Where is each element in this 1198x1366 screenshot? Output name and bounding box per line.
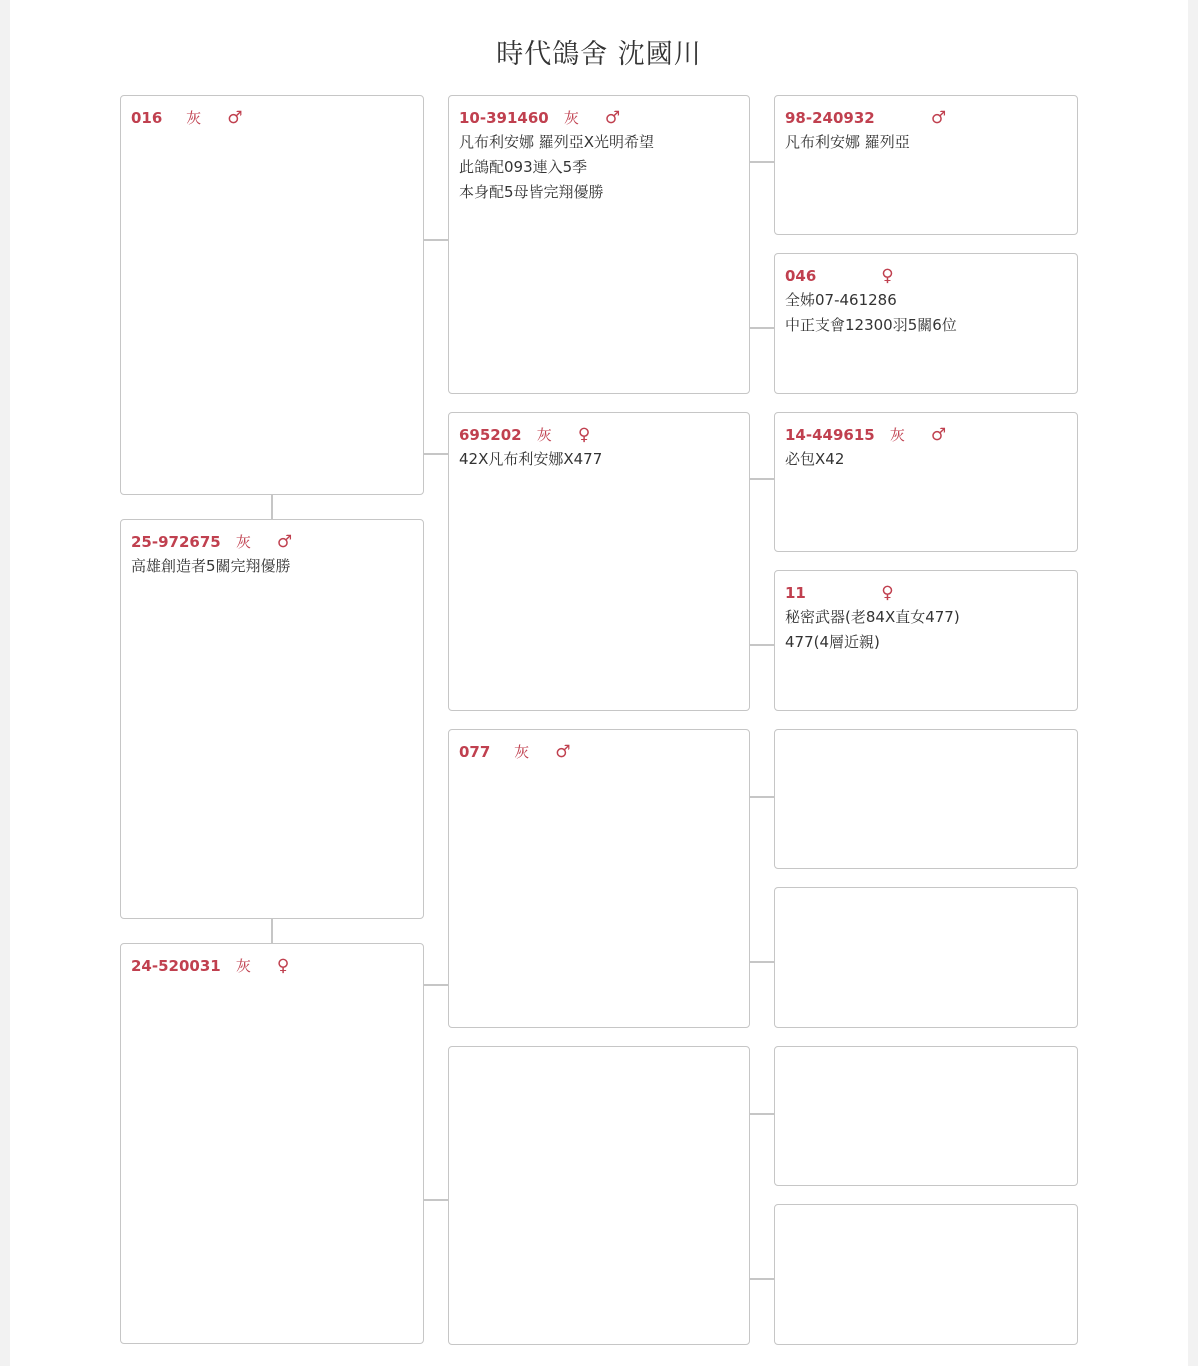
ring-number: 14-449615: [785, 426, 875, 444]
connector-line: [749, 478, 775, 480]
pigeon-note: 凡布利安娜 羅列亞: [785, 133, 910, 151]
pigeon-card-sdd[interactable]: [774, 570, 1078, 711]
ring-number: 11: [785, 584, 806, 602]
ring-number: 98-240932: [785, 109, 875, 127]
plumage-color: 灰: [235, 533, 251, 551]
pigeon-note: 必包X42: [785, 450, 845, 468]
connector-line: [423, 1199, 448, 1201]
connector-line: [749, 327, 775, 329]
sex-symbol: ♂: [930, 425, 947, 445]
card-header: [131, 106, 413, 130]
ring-number: 25-972675: [131, 533, 221, 551]
plumage-color: 灰: [235, 957, 251, 975]
pigeon-card-dam[interactable]: [120, 943, 424, 1344]
card-header: [785, 581, 1067, 605]
connector-line: [423, 453, 448, 455]
pigeon-card-sss[interactable]: [774, 95, 1078, 235]
connector-line: [749, 644, 775, 646]
card-header: [785, 423, 1067, 447]
card-header: [131, 530, 413, 554]
ring-number: 016: [131, 109, 163, 127]
connector-line: [749, 961, 775, 963]
sex-symbol: ♂: [555, 742, 571, 762]
card-header: [459, 106, 739, 130]
pigeon-card-ddd[interactable]: [774, 1204, 1078, 1345]
sex-symbol: ♂: [604, 108, 621, 128]
pigeon-card-dam-dam[interactable]: [448, 1046, 750, 1345]
connector-line: [423, 984, 448, 986]
plumage-color: 灰: [514, 743, 530, 761]
card-header: [459, 423, 739, 447]
pigeon-note: 秘密武器(老84X直女477): [785, 608, 960, 626]
pigeon-note: 中正支會12300羽5關6位: [785, 316, 957, 334]
pigeon-card-dam-sire[interactable]: [448, 729, 750, 1028]
pigeon-card-dsd[interactable]: [774, 887, 1078, 1028]
sex-symbol: ♂: [276, 532, 293, 552]
card-header: [785, 106, 1067, 130]
connector-line: [749, 1278, 775, 1280]
pigeon-card-sire-sire[interactable]: [448, 95, 750, 394]
pigeon-card-sds[interactable]: [774, 412, 1078, 552]
card-header: [131, 954, 413, 978]
connector-line: [271, 494, 273, 520]
page-title: 時代鴿舍 沈國川: [496, 39, 702, 70]
pigeon-note: 凡布利安娜 羅列亞X光明希望: [459, 133, 655, 151]
pigeon-note: 全姊07-461286: [785, 291, 897, 309]
ring-number: 046: [785, 267, 817, 285]
pigeon-note: 477(4層近親): [785, 633, 880, 651]
connector-line: [271, 918, 273, 944]
sex-symbol: ♀: [881, 583, 894, 603]
pigeon-card-sire-dam[interactable]: [448, 412, 750, 711]
connector-line: [749, 1113, 775, 1115]
plumage-color: 灰: [186, 109, 202, 127]
pigeon-card-dds[interactable]: [774, 1046, 1078, 1186]
plumage-color: 灰: [889, 426, 905, 444]
card-header: [459, 740, 739, 764]
pigeon-card-subject[interactable]: [120, 95, 424, 495]
sex-symbol: ♀: [276, 956, 290, 976]
pigeon-card-dss[interactable]: [774, 729, 1078, 869]
connector-line: [749, 796, 775, 798]
sex-symbol: ♂: [930, 108, 947, 128]
ring-number: 695202: [459, 426, 522, 444]
sex-symbol: ♂: [227, 108, 243, 128]
sex-symbol: ♀: [881, 266, 894, 286]
card-header: [785, 264, 1067, 288]
plumage-color: 灰: [563, 109, 579, 127]
ring-number: 10-391460: [459, 109, 549, 127]
connector-line: [423, 239, 448, 241]
connector-line: [749, 161, 775, 163]
ring-number: 24-520031: [131, 957, 221, 975]
pigeon-card-sire[interactable]: [120, 519, 424, 919]
pigeon-note: 高雄創造者5關完翔優勝: [131, 557, 291, 575]
sex-symbol: ♀: [577, 425, 591, 445]
plumage-color: 灰: [536, 426, 552, 444]
pigeon-note: 此鴿配093連入5季: [459, 158, 588, 176]
pigeon-card-ssd[interactable]: [774, 253, 1078, 394]
ring-number: 077: [459, 743, 491, 761]
pigeon-note: 42X凡布利安娜X477: [459, 450, 603, 468]
pigeon-note: 本身配5母皆完翔優勝: [459, 183, 604, 201]
